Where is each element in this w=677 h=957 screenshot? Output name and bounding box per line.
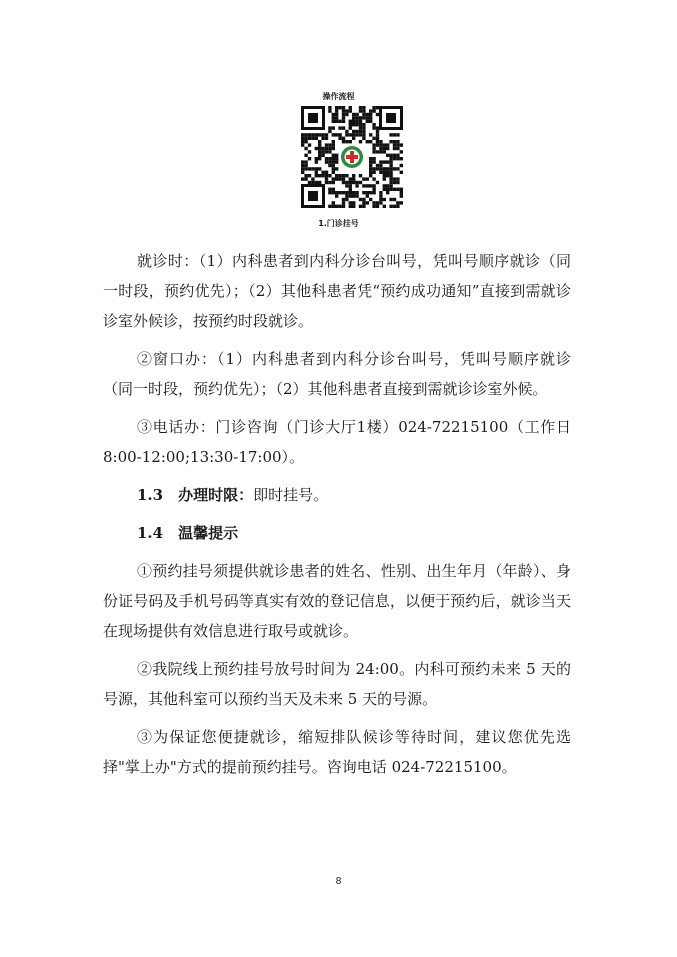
tip-1: ①预约挂号须提供就诊患者的姓名、性别、出生年月（年龄）、身份证号码及手机号码等真实有效的登记信息，以便于预约后，就诊当天在现场提供有效信息进行取号或就诊。 (103, 562, 571, 640)
tip-2: ②我院线上预约挂号放号时间为 24:00。内科可预约未来 5 天的号源，其他科室可以预约当天及未来 5 天的号源。 (103, 660, 571, 708)
paragraph-visit: 就诊时：（1）内科患者到内科分诊台叫号，凭叫号顺序就诊（同一时段，预约优先）；（2）其他科患者凭“预约成功通知”直接到需就诊诊室外候诊，按预约时段就诊。 (103, 252, 571, 330)
document-body (103, 246, 571, 790)
paragraph-phone: ③电话办：门诊咨询（门诊大厅1楼）024-72215100（工作日 8:00-12:00;13:30-17:00）。 (103, 418, 571, 466)
heading-1-4: 1.4 温馨提示 (137, 524, 239, 542)
qr-title: 操作流程 (322, 92, 355, 101)
qr-code (299, 104, 405, 210)
page-number: 8 (335, 876, 342, 887)
heading-1-3 (103, 480, 571, 510)
qr-caption: 1.门诊挂号 (318, 219, 359, 228)
heading-1-3-value: 即时挂号。 (253, 486, 329, 504)
heading-1-3-label: 1.3 办理时限： (137, 486, 254, 504)
paragraph-window: ②窗口办：（1）内科患者到内科分诊台叫号，凭叫号顺序就诊（同一时段，预约优先）；（2）其他科患者直接到需就诊诊室外候。 (103, 350, 571, 398)
tip-3: ③为保证您便捷就诊，缩短排队候诊等待时间，建议您优先选择"掌上办"方式的提前预约挂号。咨询电话 024-72215100。 (103, 728, 571, 776)
